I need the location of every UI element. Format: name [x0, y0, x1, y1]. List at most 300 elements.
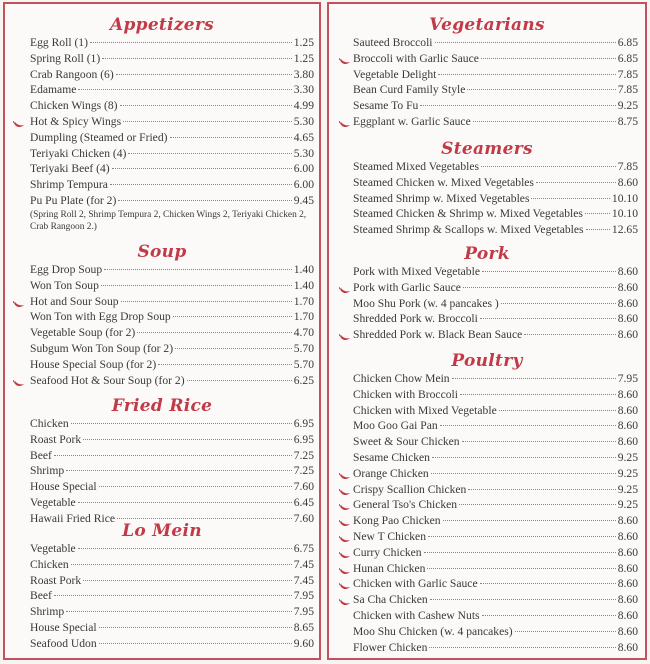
menu-item-name: Shredded Pork w. Broccoli [353, 312, 478, 326]
menu-item [353, 35, 638, 51]
menu-item-name: Sesame Chicken [353, 450, 430, 464]
menu-item-name: Shrimp [30, 605, 65, 619]
menu-section-appetizers [5, 15, 319, 233]
menu-item-name: Hot and Sour Soup [30, 294, 119, 308]
menu-item-price: 9.25 [617, 450, 638, 464]
menu-item-name: Vegetable Delight [353, 67, 437, 81]
menu-item-name: Chicken [30, 557, 69, 571]
section-title: Steamers [441, 139, 533, 159]
menu-item [30, 98, 314, 114]
menu-item [353, 418, 638, 434]
menu-item-price: 6.85 [617, 51, 638, 65]
spicy-pepper-icon [339, 118, 351, 126]
menu-item [30, 636, 314, 652]
menu-item-name: Chicken Wings (8) [30, 99, 118, 113]
dot-leader [438, 74, 615, 75]
menu-item-name: Steamed Mixed Vegetables [353, 160, 479, 173]
menu-item [30, 309, 314, 325]
menu-item [30, 557, 314, 573]
menu-item [353, 576, 638, 592]
menu-item [30, 67, 314, 83]
spicy-pepper-icon [339, 580, 351, 588]
menu-item-price: 8.60 [617, 514, 638, 528]
menu-item [353, 371, 638, 387]
dot-leader [482, 271, 616, 272]
menu-item-price: 1.70 [293, 310, 314, 324]
menu-item-price: 7.60 [293, 511, 314, 525]
menu-item-price: 3.30 [293, 83, 314, 97]
dot-leader [116, 74, 292, 75]
section-title: Vegetarians [429, 15, 545, 35]
menu-item-name: Eggplant w. Garlic Sauce [353, 114, 471, 128]
dot-leader [173, 316, 292, 317]
dot-leader [440, 425, 616, 426]
menu-item-price: 9.60 [293, 636, 314, 650]
menu-item-name: Shrimp Tempura [30, 178, 108, 192]
menu-item [353, 296, 638, 312]
menu-item-name: Orange Chicken [353, 466, 429, 480]
menu-item-name: Steamed Chicken & Shrimp w. Mixed Vegetables [353, 207, 583, 221]
menu-item [30, 495, 314, 511]
menu-item-price: 6.00 [293, 162, 314, 176]
menu-section-steamers [329, 139, 645, 238]
dot-leader [78, 89, 291, 90]
menu-item-name: Curry Chicken [353, 545, 422, 559]
menu-item-name: Edamame [30, 83, 77, 97]
menu-item-name: Pork with Garlic Sauce [353, 280, 461, 294]
menu-item-name: Chicken with Mixed Vegetable [353, 403, 497, 417]
menu-item-price: 5.30 [293, 146, 314, 160]
menu-item-name: Pu Pu Plate (for 2) [30, 193, 117, 207]
dot-leader [585, 213, 610, 214]
menu-item [353, 450, 638, 466]
menu-item-name: Chicken [30, 417, 69, 430]
menu-item-name: Vegetable [30, 495, 76, 509]
menu-item [353, 264, 638, 280]
menu-item-price: 4.99 [293, 99, 314, 113]
menu-item [353, 403, 638, 419]
dot-leader [187, 380, 292, 381]
menu-item-price: 8.60 [617, 387, 638, 401]
menu-item [30, 82, 314, 98]
menu-item-price: 8.60 [617, 328, 638, 342]
menu-item [353, 529, 638, 545]
menu-item [30, 416, 314, 432]
menu-item-name: Vegetable [30, 542, 76, 555]
menu-item-name: Flower Chicken [353, 640, 428, 654]
menu-item-name: Chicken Chow Mein [353, 372, 450, 385]
dot-leader [462, 441, 616, 442]
menu-item-name: Kong Pao Chicken [353, 514, 441, 528]
menu-item [30, 588, 314, 604]
section-title: Lo Mein [122, 521, 202, 541]
menu-item-name: House Special [30, 480, 97, 494]
spicy-pepper-icon [13, 118, 25, 126]
menu-item-name: Shredded Pork w. Black Bean Sauce [353, 328, 523, 342]
menu-item-price: 10.10 [611, 207, 638, 221]
menu-item [30, 278, 314, 294]
menu-item [30, 541, 314, 557]
menu-item-price: 10.10 [611, 191, 638, 205]
menu-item-name: Beef [30, 589, 52, 603]
dot-leader [480, 583, 616, 584]
menu-item-price: 1.25 [293, 51, 314, 65]
menu-item-price: 8.65 [293, 620, 314, 634]
menu-section-poultry [329, 351, 645, 655]
menu-item [353, 114, 638, 130]
menu-item-name: Spring Roll (1) [30, 51, 101, 65]
dot-leader [430, 599, 616, 600]
menu-item-price: 9.45 [293, 193, 314, 207]
menu-item-name: Beef [30, 448, 52, 462]
dot-leader [66, 611, 292, 612]
menu-item-price: 8.60 [617, 640, 638, 654]
dot-leader [120, 105, 292, 106]
menu-item [30, 161, 314, 177]
menu-item [353, 327, 638, 343]
dot-leader [536, 182, 616, 183]
menu-item-name: Sesame To Fu [353, 99, 419, 113]
menu-section-soup [5, 242, 319, 388]
menu-item [353, 98, 638, 114]
menu-item-name: Sauteed Broccoli [353, 36, 433, 49]
menu-item [353, 82, 638, 98]
menu-item [30, 463, 314, 479]
dot-leader [102, 58, 291, 59]
menu-item-name: Chicken with Broccoli [353, 387, 458, 401]
menu-item-name: Moo Goo Gai Pan [353, 419, 438, 433]
menu-item-price: 6.00 [293, 178, 314, 192]
section-note: (Spring Roll 2, Shrimp Tempura 2, Chicken Wings 2, Teriyaki Chicken 2, Crab Rangoon 2.) [30, 209, 307, 232]
menu-item-name: Teriyaki Chicken (4) [30, 146, 127, 160]
dot-leader [468, 489, 615, 490]
dot-leader [482, 615, 616, 616]
menu-item-price: 8.60 [617, 624, 638, 638]
menu-item-price: 8.60 [617, 435, 638, 449]
menu-item-price: 7.25 [293, 464, 314, 478]
menu-item [353, 222, 638, 238]
dot-leader [427, 568, 615, 569]
menu-panel-left [3, 2, 321, 660]
menu-item-name: Crispy Scallion Chicken [353, 482, 467, 496]
spicy-pepper-icon [339, 331, 351, 339]
dot-leader [158, 364, 291, 365]
spicy-pepper-icon [339, 549, 351, 557]
menu-item-price: 7.45 [293, 557, 314, 571]
menu-item-price: 5.70 [293, 357, 314, 371]
dot-leader [481, 58, 616, 59]
menu-item [30, 448, 314, 464]
spicy-pepper-icon [13, 298, 25, 306]
menu-item [353, 387, 638, 403]
spicy-pepper-icon [339, 501, 351, 509]
menu-item-price: 8.60 [617, 545, 638, 559]
menu-item [30, 114, 314, 130]
menu-item-name: Hunan Chicken [353, 561, 426, 575]
spicy-pepper-icon [339, 486, 351, 494]
menu-item-price: 8.60 [617, 403, 638, 417]
dot-leader [71, 564, 292, 565]
dot-leader [428, 536, 616, 537]
menu-item [30, 573, 314, 589]
dot-leader [481, 166, 616, 167]
dot-leader [435, 42, 616, 43]
menu-item-name: Broccoli with Garlic Sauce [353, 51, 479, 65]
menu-item-price: 8.60 [617, 608, 638, 622]
dot-leader [463, 287, 616, 288]
menu-item [30, 604, 314, 620]
menu-item [353, 191, 638, 207]
dot-leader [83, 580, 291, 581]
menu-item-price: 8.75 [617, 114, 638, 128]
menu-item [30, 432, 314, 448]
dot-leader [112, 168, 292, 169]
menu-item-price: 8.60 [617, 175, 638, 189]
menu-item [30, 193, 314, 209]
section-title: Appetizers [109, 15, 215, 35]
menu-item-price: 8.60 [617, 312, 638, 326]
dot-leader [104, 269, 292, 270]
menu-item-name: Steamed Shrimp w. Mixed Vegetables [353, 191, 530, 205]
menu-item [353, 592, 638, 608]
spicy-pepper-icon [339, 284, 351, 292]
menu-item-price: 9.25 [617, 498, 638, 512]
menu-item [353, 561, 638, 577]
dot-leader [99, 643, 292, 644]
menu-item-name: Roast Pork [30, 573, 82, 587]
menu-item-price: 7.95 [617, 372, 638, 385]
spicy-pepper-icon [339, 517, 351, 525]
menu-item-price: 1.70 [293, 294, 314, 308]
section-title: Pork [464, 244, 510, 264]
dot-leader [429, 647, 615, 648]
dot-leader [452, 378, 616, 379]
menu-item-price: 1.40 [293, 263, 314, 276]
dot-leader [467, 89, 615, 90]
menu-item [353, 51, 638, 67]
menu-item [30, 51, 314, 67]
dot-leader [78, 502, 292, 503]
dot-leader [586, 229, 610, 230]
menu-item [353, 545, 638, 561]
menu-item-name: Hot & Spicy Wings [30, 114, 122, 128]
dot-leader [531, 198, 609, 199]
dot-leader [170, 137, 292, 138]
menu-item-name: House Special Soup (for 2) [30, 357, 157, 371]
dot-leader [90, 42, 292, 43]
dot-leader [501, 303, 616, 304]
menu-item-price: 1.40 [293, 278, 314, 292]
menu-item-name: Pork with Mixed Vegetable [353, 265, 480, 278]
menu-section-vegetarians [329, 15, 645, 130]
menu-item-price: 8.60 [617, 296, 638, 310]
menu-item [30, 341, 314, 357]
dot-leader [473, 121, 616, 122]
menu-item-name: Steamed Shrimp & Scallops w. Mixed Vegetables [353, 223, 584, 237]
dot-leader [499, 410, 616, 411]
menu-item-price: 6.95 [293, 432, 314, 446]
menu-item [30, 325, 314, 341]
section-title: Soup [137, 242, 187, 262]
menu-item [30, 620, 314, 636]
section-title: Poultry [451, 351, 523, 371]
menu-item-name: Shrimp [30, 464, 65, 478]
dot-leader [432, 457, 616, 458]
menu-item-name: Vegetable Soup (for 2) [30, 326, 136, 340]
menu-item [30, 294, 314, 310]
menu-item-price: 7.85 [617, 67, 638, 81]
menu-item-name: General Tso's Chicken [353, 498, 458, 512]
menu-item [30, 479, 314, 495]
menu-item-price: 7.85 [617, 83, 638, 97]
menu-item-price: 9.25 [617, 99, 638, 113]
dot-leader [420, 105, 615, 106]
dot-leader [83, 439, 291, 440]
dot-leader [99, 486, 292, 487]
dot-leader [99, 627, 292, 628]
menu-item-name: Hawaii Fried Rice [30, 511, 115, 525]
menu-item-price: 8.60 [617, 419, 638, 433]
menu-item-price: 6.75 [293, 542, 314, 555]
dot-leader [71, 423, 292, 424]
menu-item-price: 5.70 [293, 341, 314, 355]
menu-item-price: 7.25 [293, 448, 314, 462]
dot-leader [54, 595, 292, 596]
menu-item [353, 466, 638, 482]
menu-item-name: Moo Shu Chicken (w. 4 pancakes) [353, 624, 513, 638]
dot-leader [459, 504, 616, 505]
menu-item-price: 6.95 [293, 417, 314, 430]
menu-item-price: 6.25 [293, 373, 314, 387]
dot-leader [480, 318, 616, 319]
spicy-pepper-icon [339, 55, 351, 63]
menu-item-price: 4.65 [293, 130, 314, 144]
menu-item-name: Won Ton Soup [30, 278, 99, 292]
menu-item [353, 640, 638, 656]
menu-item [30, 130, 314, 146]
menu-item-name: Dumpling (Steamed or Fried) [30, 130, 168, 144]
menu-item [30, 357, 314, 373]
menu-item [353, 280, 638, 296]
dot-leader [66, 470, 292, 471]
menu-item-price: 8.60 [617, 280, 638, 294]
menu-item-name: Egg Drop Soup [30, 263, 103, 276]
menu-item-price: 5.30 [293, 114, 314, 128]
dot-leader [460, 394, 616, 395]
menu-item-price: 7.45 [293, 573, 314, 587]
menu-section-pork [329, 244, 645, 343]
dot-leader [515, 631, 616, 632]
menu-item-name: New T Chicken [353, 529, 426, 543]
menu-item [353, 513, 638, 529]
menu-section-lo-mein [5, 521, 319, 652]
menu-item-price: 12.65 [611, 223, 638, 237]
menu-item-price: 6.45 [293, 495, 314, 509]
menu-item-name: Roast Pork [30, 432, 82, 446]
menu-item-name: Subgum Won Ton Soup (for 2) [30, 341, 174, 355]
menu-item-name: House Special [30, 620, 97, 634]
menu-item [30, 177, 314, 193]
spicy-pepper-icon [339, 596, 351, 604]
menu-item-name: Crab Rangoon (6) [30, 67, 114, 81]
menu-item [30, 262, 314, 278]
spicy-pepper-icon [339, 533, 351, 541]
menu-panel-right [327, 2, 647, 660]
menu-item-price: 6.85 [617, 36, 638, 49]
menu-item-name: Won Ton with Egg Drop Soup [30, 310, 171, 324]
menu-item-price: 9.25 [617, 482, 638, 496]
section-title: Fried Rice [111, 396, 213, 416]
menu-item [353, 624, 638, 640]
menu-item-price: 7.95 [293, 589, 314, 603]
menu-item-price: 9.25 [617, 466, 638, 480]
menu-item [353, 482, 638, 498]
dot-leader [443, 520, 616, 521]
dot-leader [524, 334, 615, 335]
dot-leader [424, 552, 616, 553]
menu-item-name: Bean Curd Family Style [353, 83, 466, 97]
dot-leader [175, 348, 292, 349]
menu-item [353, 159, 638, 175]
menu-item-name: Seafood Udon [30, 636, 97, 650]
menu-item [353, 311, 638, 327]
menu-item [353, 608, 638, 624]
menu-item-price: 4.70 [293, 326, 314, 340]
dot-leader [78, 548, 292, 549]
menu-item [353, 497, 638, 513]
menu-item-name: Chicken with Cashew Nuts [353, 608, 480, 622]
menu-item-price: 8.60 [617, 593, 638, 607]
menu-item [353, 175, 638, 191]
menu-item-name: Steamed Chicken w. Mixed Vegetables [353, 175, 534, 189]
menu-item [30, 146, 314, 162]
menu-item-price: 7.60 [293, 480, 314, 494]
dot-leader [431, 473, 616, 474]
menu-item [30, 373, 314, 389]
menu-item-price: 8.60 [617, 577, 638, 591]
menu-item-name: Seafood Hot & Sour Soup (for 2) [30, 373, 185, 387]
dot-leader [123, 121, 292, 122]
menu-item-price: 8.60 [617, 561, 638, 575]
menu-item-name: Teriyaki Beef (4) [30, 162, 110, 176]
menu-item-price: 8.60 [617, 265, 638, 278]
spicy-pepper-icon [339, 470, 351, 478]
spicy-pepper-icon [339, 565, 351, 573]
dot-leader [121, 301, 292, 302]
dot-leader [110, 184, 292, 185]
dot-leader [101, 285, 292, 286]
menu-item-name: Chicken with Garlic Sauce [353, 577, 478, 591]
menu-item [353, 206, 638, 222]
menu-item-price: 7.95 [293, 605, 314, 619]
menu-item-name: Egg Roll (1) [30, 36, 88, 49]
menu-item-price: 8.60 [617, 529, 638, 543]
menu-item-price: 3.80 [293, 67, 314, 81]
spicy-pepper-icon [13, 377, 25, 385]
menu-item [353, 434, 638, 450]
menu-item [353, 67, 638, 83]
menu-section-fried-rice [5, 396, 319, 527]
menu-item-name: Sweet & Sour Chicken [353, 435, 460, 449]
menu-item-name: Moo Shu Pork (w. 4 pancakes ) [353, 296, 499, 310]
dot-leader [128, 153, 291, 154]
menu-item-price: 1.25 [293, 36, 314, 49]
dot-leader [137, 332, 291, 333]
menu-item-price: 7.85 [617, 160, 638, 173]
menu-item-name: Sa Cha Chicken [353, 593, 428, 607]
menu-item [30, 35, 314, 51]
dot-leader [118, 200, 291, 201]
